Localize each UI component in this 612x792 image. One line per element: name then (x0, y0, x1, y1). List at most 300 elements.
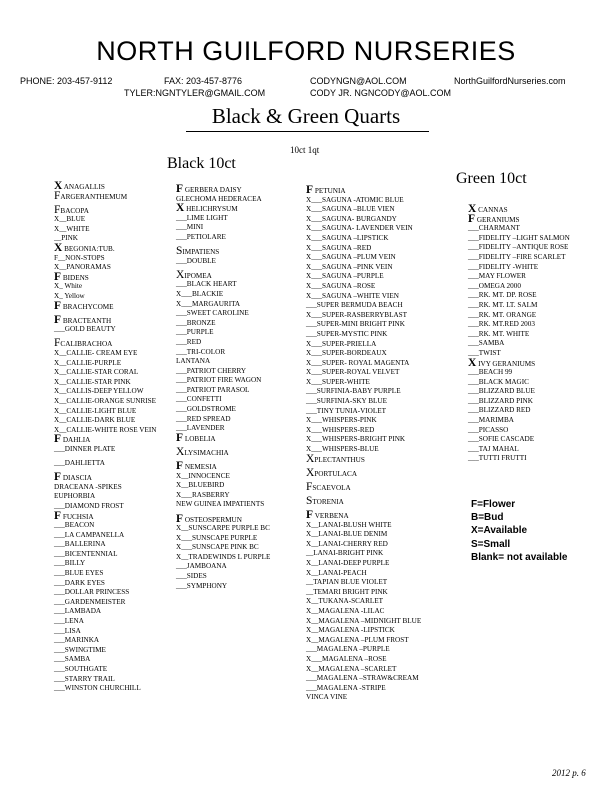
plant-name: X__CALLIS-DEEP YELLOW (54, 387, 144, 396)
availability-code: S (306, 494, 313, 507)
plant-group-header (176, 204, 270, 214)
plant-variety-row (54, 215, 156, 225)
plant-variety-row (176, 491, 270, 501)
plant-variety-row (54, 387, 156, 397)
availability-code: X (176, 268, 185, 281)
plant-name: X__CALLIE- CREAM EYE (54, 349, 138, 357)
plant-name: X__MAGALENA -LILAC (306, 606, 385, 615)
availability-code: F (54, 433, 62, 446)
plant-name: X__MAGALENA –PLUM FROST (306, 635, 409, 644)
availability-code: F (54, 313, 62, 326)
page-number: 2012 p. 6 (552, 768, 586, 778)
plant-name: X___SUPER-PRIELLA (306, 339, 377, 348)
plant-variety-row (306, 636, 421, 646)
plant-name: LANTANA (176, 357, 211, 366)
plant-group-header (306, 452, 421, 465)
plant-name: BACOPA (60, 206, 89, 215)
plant-name: DAHLIA (62, 436, 91, 445)
plant-name: X___WHISPERS-PINK (306, 416, 377, 425)
plant-name: X__CALLIE-PURPLE (54, 358, 122, 367)
plant-variety-row (468, 224, 570, 234)
plant-variety-row (468, 339, 570, 349)
plant-name: SCAEVOLA (312, 483, 351, 492)
plant-variety-row (306, 205, 421, 215)
plant-variety-row (306, 645, 421, 655)
plant-variety-row (306, 617, 421, 627)
legend-item: Blank= not available (471, 551, 568, 563)
availability-code: X (468, 356, 477, 369)
plant-name: X__MAGALENA –MIDNIGHT BLUE (306, 616, 422, 625)
plant-variety-row (54, 416, 156, 426)
plant-group-header (468, 356, 570, 369)
plant-name: BRACTEANTH (62, 316, 112, 325)
plant-name: ___WINSTON CHURCHILL (54, 684, 141, 693)
plant-variety-row (306, 416, 421, 426)
plant-group-header (54, 313, 156, 326)
plant-variety-row (306, 311, 421, 321)
plant-name: X__CALLIE-DARK BLUE (54, 416, 136, 425)
plant-variety-row (176, 328, 270, 338)
plant-variety-row (306, 397, 421, 407)
plant-name: __LANAI-BRIGHT PINK (306, 549, 384, 558)
plant-name: ___LISA (54, 626, 81, 635)
plant-name: ___TRI-COLOR (176, 347, 226, 356)
plant-variety-row (176, 424, 270, 434)
plant-name: ___DOUBLE (176, 256, 216, 265)
plant-column-1 (54, 182, 156, 694)
plant-name: X__WHITE (54, 224, 90, 233)
plant-group-header (54, 203, 156, 216)
plant-group-header (468, 212, 570, 225)
plant-name: X__LANAI-BLUE DENIM (306, 530, 388, 539)
subtitle-underline (186, 131, 429, 132)
plant-variety-row (176, 415, 270, 425)
plant-variety-row (306, 407, 421, 417)
plant-name: GERANIUMS (476, 215, 520, 224)
plant-name: ANAGALLIS (63, 183, 105, 191)
plant-variety-row (176, 357, 270, 367)
plant-name: X___SAGUNA –PINK VEIN (306, 262, 393, 271)
plant-name: ___RED (176, 337, 202, 346)
plant-variety-row (468, 272, 570, 282)
plant-group-header (176, 247, 270, 257)
availability-code: F (306, 184, 314, 196)
plant-name: ___GARDENMEISTER (54, 597, 126, 606)
plant-name: X___SUPER-WHITE (306, 377, 370, 386)
legend (471, 498, 567, 564)
plant-name: X___WHISPERS-BLUE (306, 445, 379, 454)
availability-code: F (176, 460, 184, 473)
plant-name: X__BLUE (54, 215, 86, 224)
plant-variety-row (468, 320, 570, 330)
plant-variety-row (54, 492, 156, 502)
plant-variety-row (54, 521, 156, 531)
plant-name: CANNAS (478, 206, 508, 214)
plant-name: BEGONIA:TUB. (64, 245, 115, 254)
plant-name: __PINK (54, 234, 78, 243)
plant-variety-row (176, 257, 270, 267)
website-link[interactable]: NorthGuilfordNurseries.com (454, 76, 566, 86)
legend-item: X=Available (471, 525, 528, 537)
plant-variety-row (468, 426, 570, 436)
plant-variety-row (54, 407, 156, 417)
plant-variety-row (54, 531, 156, 541)
plant-group-header (54, 270, 156, 283)
availability-code: F (176, 512, 184, 525)
plant-name: ___BLIZZARD BLUE (468, 387, 535, 396)
plant-name: X___SAGUNA –PLUM VEIN (306, 253, 396, 262)
plant-name: ___PURPLE (176, 328, 214, 337)
plant-name: ___BEACH 99 (468, 368, 513, 377)
plant-variety-row (306, 693, 421, 703)
plant-name: X___SUNSCAPE PINK BC (176, 543, 259, 552)
plant-name: ___STARRY TRAIL (54, 674, 115, 683)
plant-name: IMPATIENS (182, 248, 220, 257)
plant-variety-row (306, 368, 421, 378)
plant-name: ___SYMPHONY (176, 581, 228, 590)
plant-name: __TAPIAN BLUE VIOLET (306, 578, 388, 587)
plant-variety-row (468, 454, 570, 464)
plant-group-header (176, 445, 270, 458)
plant-group-header (306, 186, 421, 196)
plant-name: ___RK. MT. WHITE (468, 329, 530, 338)
plant-name: ___BEACON (54, 521, 95, 530)
plant-variety-row (306, 426, 421, 436)
page-subtitle: Black & Green Quarts (211, 104, 401, 128)
plant-variety-row (306, 530, 421, 540)
plant-name: PORTULACA (314, 469, 358, 478)
plant-variety-row (54, 607, 156, 617)
plant-column-2 (176, 185, 270, 591)
plant-variety-row (306, 320, 421, 330)
plant-variety-row (176, 195, 270, 205)
plant-name: X__CALLIE-LIGHT BLUE (54, 406, 137, 415)
plant-name: DRACEANA -SPIKES (54, 482, 122, 491)
plant-name: X_ White (54, 282, 83, 291)
plant-name: ___PETIOLARE (176, 232, 226, 241)
plant-variety-row (306, 349, 421, 359)
plant-name: ___MARIMBA (468, 416, 514, 425)
plant-variety-row (54, 426, 156, 436)
plant-name: ___FIDELITY –ANTIQUE ROSE (468, 243, 569, 252)
plant-variety-row (468, 349, 570, 359)
plant-name: ___DARK EYES (54, 578, 105, 587)
plant-variety-row (306, 282, 421, 292)
plant-name: ___SOFIE CASCADE (468, 435, 535, 444)
plant-variety-row (306, 626, 421, 636)
plant-name: IVY GERANIUMS (478, 359, 536, 368)
plant-name: X__CALLIE-STAR CORAL (54, 368, 139, 377)
plant-name: X___RASBERRY (176, 490, 230, 499)
availability-code: F (54, 337, 61, 350)
plant-name: ___FIDELITY –FIRE SCARLET (468, 252, 566, 261)
plant-group-header (54, 339, 156, 349)
plant-variety-row (176, 319, 270, 329)
plant-name: X___SAGUNA –ROSE (306, 281, 376, 290)
plant-name: ___SWINGTIME (54, 645, 106, 654)
plant-variety-row (54, 459, 156, 469)
plant-name: VERBENA (314, 512, 349, 520)
plant-name: X_ Yellow (54, 292, 85, 301)
plant-name: X__SUNSCARPE PURPLE BC (176, 524, 270, 533)
availability-code: S (176, 245, 183, 258)
plant-name: ___LA CAMPANELLA (54, 530, 125, 539)
plant-variety-row (306, 378, 421, 388)
plant-group-header (176, 185, 270, 195)
plant-variety-row (468, 387, 570, 397)
plant-variety-row (306, 234, 421, 244)
availability-code: F (468, 212, 476, 225)
plant-name: X__LANAI-PEACH (306, 568, 367, 577)
legend-item: F=Flower (471, 499, 516, 510)
plant-variety-row (306, 340, 421, 350)
plant-name: ___BICENTENNIAL (54, 549, 118, 558)
plant-name: X___SUNSCAPE PURPLE (176, 533, 258, 542)
plant-name: PLECTANTHUS (314, 455, 365, 464)
plant-name: X__CALLIE-STAR PINK (54, 377, 131, 386)
plant-variety-row (306, 253, 421, 263)
plant-variety-row (54, 588, 156, 598)
availability-code: F (54, 203, 61, 216)
plant-variety-row (468, 291, 570, 301)
plant-name: ___GOLD BEAUTY (54, 325, 116, 334)
plant-name: ___SWEET CAROLINE (176, 309, 249, 318)
plant-name: ___BLACK HEART (176, 280, 237, 289)
plant-name: CALIBRACHOA (60, 340, 113, 349)
email-cody-jr[interactable]: CODY JR. NGNCODY@AOL.COM (310, 88, 451, 98)
plant-name: ___CHARMANT (468, 224, 520, 233)
plant-name: ___RK. MT. LT. SALM (468, 300, 538, 309)
plant-name: ___SAMBA (468, 339, 505, 348)
plant-group-header (54, 509, 156, 522)
plant-name: ___RK. MT. DP. ROSE (468, 291, 537, 300)
plant-name: FUCHSIA (62, 512, 94, 521)
plant-variety-row (54, 646, 156, 656)
availability-code: X (468, 203, 477, 215)
plant-variety-row (176, 524, 270, 534)
plant-name: ___TUTTI FRUTTI (468, 454, 527, 463)
plant-variety-row (306, 540, 421, 550)
plant-name: X__TRADEWINDS L PURPLE (176, 552, 271, 561)
plant-variety-row (176, 338, 270, 348)
plant-name: ___SUPER-MINI BRIGHT PINK (306, 320, 405, 329)
plant-name: X___MARGAURITA (176, 299, 241, 308)
plant-variety-row (468, 378, 570, 388)
plant-name: ___FIDELITY –LIGHT SALMON (468, 233, 570, 242)
plant-variety-row (54, 684, 156, 694)
availability-code: X (54, 180, 63, 192)
plant-variety-row (306, 674, 421, 684)
availability-code: F (306, 509, 314, 521)
plant-name: LOBELIA (184, 434, 216, 443)
plant-variety-row (176, 348, 270, 358)
plant-name: ___MAGALENA –STRAW&CREAM (306, 674, 419, 683)
plant-variety-row (176, 300, 270, 310)
plant-variety-row (54, 559, 156, 569)
plant-variety-row (306, 665, 421, 675)
plant-name: X___SUPER- ROYAL MAGENTA (306, 358, 410, 367)
plant-variety-row (468, 311, 570, 321)
plant-variety-row (176, 290, 270, 300)
plant-variety-row (54, 598, 156, 608)
email-cody[interactable]: CODYNGN@AOL.COM (310, 76, 407, 86)
plant-name: NEMESIA (184, 463, 217, 472)
plant-variety-row (468, 435, 570, 445)
plant-name: X__TUKANA-SCARLET (306, 597, 384, 606)
plant-name: X__MAGALENA -LIPSTICK (306, 626, 395, 635)
plant-name: DIASCIA (62, 474, 92, 483)
plant-name: ___RK. MT.RED 2003 (468, 320, 535, 329)
black-section-heading: Black 10ct (167, 155, 236, 172)
plant-column-4 (468, 205, 570, 464)
plant-variety-row (176, 582, 270, 592)
plant-variety-row (176, 572, 270, 582)
plant-name: VINCA VINE (306, 693, 348, 702)
plant-name: ___DINNER PLATE (54, 444, 116, 453)
plant-name: X___SUPER-ROYAL VELVET (306, 368, 400, 377)
plant-variety-row (306, 435, 421, 445)
availability-code: F (176, 183, 184, 195)
plant-name: BRACHYCOME (62, 302, 114, 311)
plant-variety-row (54, 540, 156, 550)
plant-name: X__LANAI-CHERRY RED (306, 539, 388, 548)
plant-variety-row (306, 292, 421, 302)
plant-variety-row (468, 416, 570, 426)
email-tyler[interactable]: TYLER:NGNTYLER@GMAIL.COM (124, 88, 266, 98)
plant-name: ___OMEGA 2000 (468, 281, 521, 290)
plant-variety-row (176, 376, 270, 386)
plant-variety-row (306, 330, 421, 340)
plant-variety-row (54, 359, 156, 369)
plant-name: X__LANAI-BLUSH WHITE (306, 520, 392, 529)
plant-name: X___MAGALENA –ROSE (306, 654, 387, 663)
plant-name: X__INNOCENCE (176, 471, 230, 480)
plant-group-header (54, 244, 156, 254)
plant-name: X__PANORAMAS (54, 263, 111, 272)
fax-number: FAX: 203-457-8776 (164, 76, 243, 86)
package-note: 10ct 1qt (290, 145, 320, 155)
plant-name: EUPHORBIA (54, 492, 96, 501)
plant-name: ___BRONZE (176, 318, 216, 327)
plant-variety-row (54, 282, 156, 292)
plant-variety-row (176, 367, 270, 377)
plant-name: NEW GUINEA IMPATIENTS (176, 500, 265, 509)
plant-name: ___DOLLAR PRINCESS (54, 588, 130, 597)
plant-variety-row (176, 280, 270, 290)
plant-name: ___PATRIOT CHERRY (176, 366, 247, 375)
plant-name: ___MAGALENA –PURPLE (306, 645, 390, 654)
plant-variety-row (176, 481, 270, 491)
plant-name: ___RED SPREAD (176, 414, 231, 423)
plant-variety-row (54, 225, 156, 235)
plant-variety-row (54, 254, 156, 264)
plant-group-header (176, 268, 270, 281)
plant-name: ___DIAMOND FROST (54, 501, 124, 510)
plant-group-header (54, 182, 156, 192)
availability-code: X (306, 452, 315, 465)
plant-name: X___SUPER-RASBERRYBLAST (306, 310, 408, 319)
plant-variety-row (176, 233, 270, 243)
plant-name: ___SURFINIA-SKY BLUE (306, 397, 387, 406)
plant-name: X___SAGUNA –RED (306, 243, 372, 252)
plant-name: F__NON-STOPS (54, 253, 105, 262)
plant-name: ___MAY FLOWER (468, 272, 526, 281)
plant-group-header (54, 435, 156, 445)
availability-code: X (54, 242, 63, 255)
plant-name: X__LANAI-DEEP PURPLE (306, 558, 390, 567)
plant-group-header (306, 480, 421, 493)
plant-group-header (176, 512, 270, 525)
plant-variety-row (54, 483, 156, 493)
plant-variety-row (306, 445, 421, 455)
plant-name: ___FIDELITY -WHITE (468, 262, 539, 271)
plant-name: ___CONFETTI (176, 395, 222, 404)
plant-group-header (54, 189, 156, 202)
plant-variety-row (176, 543, 270, 553)
plant-variety-row (54, 579, 156, 589)
plant-variety-row (176, 405, 270, 415)
plant-variety-row (306, 196, 421, 206)
plant-variety-row (468, 406, 570, 416)
plant-variety-row (306, 578, 421, 588)
plant-column-3 (306, 186, 421, 703)
plant-variety-row (54, 325, 156, 335)
plant-name: X___WHISPERS-BRIGHT PINK (306, 435, 406, 444)
availability-code: F (54, 299, 62, 312)
plant-variety-row (468, 234, 570, 244)
plant-variety-row (306, 607, 421, 617)
plant-variety-row (468, 368, 570, 378)
plant-variety-row (176, 309, 270, 319)
plant-variety-row (306, 559, 421, 569)
plant-variety-row (54, 550, 156, 560)
plant-name: ___TINY TUNIA-VIOLET (306, 406, 387, 415)
plant-name: ___PATRIOT FIRE WAGON (176, 376, 262, 385)
plant-group-header (176, 431, 270, 444)
availability-code: F (54, 270, 62, 283)
plant-group-header (468, 205, 570, 215)
plant-name: ___DAHLIETTA (54, 459, 105, 468)
plant-name: IPOMEA (184, 271, 212, 280)
plant-name: X___SAGUNA –WHITE VIEN (306, 291, 399, 300)
plant-variety-row (54, 655, 156, 665)
plant-name: ARGERANTHEMUM (60, 192, 128, 201)
plant-variety-row (306, 549, 421, 559)
availability-code: F (176, 431, 184, 444)
plant-name: ___SUPER BERMUDA BEACH (306, 301, 403, 310)
plant-name: X___WHISPERS-RED (306, 425, 375, 434)
plant-variety-row (468, 253, 570, 263)
plant-name: X___SAGUNA- BURGANDY (306, 214, 397, 223)
plant-name: X__CALLIE-WHITE ROSE VEIN (54, 425, 157, 434)
plant-group-header (176, 462, 270, 472)
plant-name: ___BLIZZARD RED (468, 406, 531, 415)
plant-variety-row (176, 214, 270, 224)
plant-name: OSTEOSPERMUN (184, 515, 242, 524)
plant-name: X__CALLIE-ORANGE SUNRISE (54, 396, 157, 405)
plant-name: ___MINI (176, 223, 204, 232)
availability-code: X (306, 466, 315, 479)
plant-name: GERBERA DAISY (184, 186, 242, 194)
availability-code: X (176, 445, 185, 458)
plant-variety-row (54, 445, 156, 455)
plant-variety-row (176, 223, 270, 233)
plant-variety-row (54, 502, 156, 512)
plant-variety-row (306, 359, 421, 369)
plant-variety-row (306, 684, 421, 694)
plant-variety-row (306, 244, 421, 254)
plant-name: X___SAGUNA –BLUE VIEN (306, 205, 395, 214)
